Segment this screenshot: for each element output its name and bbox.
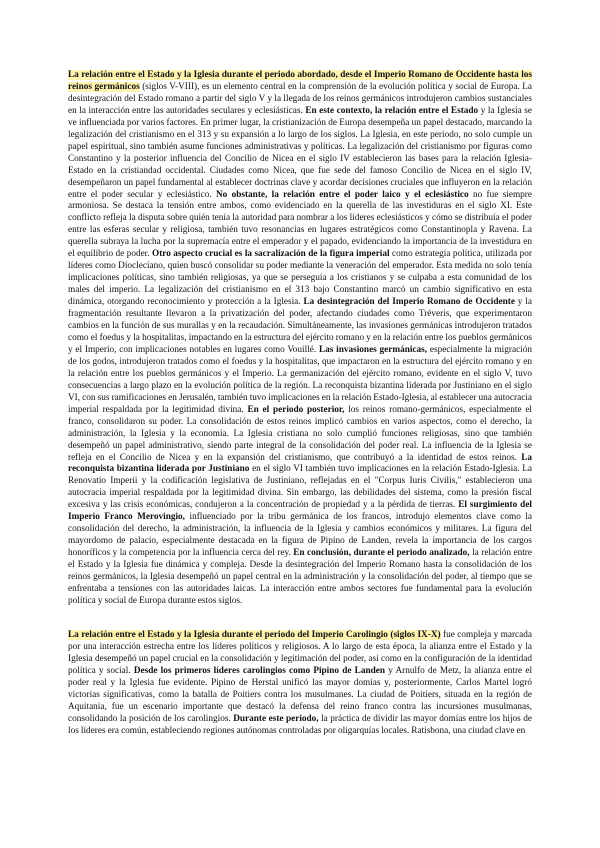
body-text: y la Iglesia se ve influenciada por varios factores. En primer lugar, la cristianización de Europa desempeña un papel destacado, marcando la legalización del cristianismo en el 313 y su expansión a lo largo de los siglos. La Iglesia, en este periodo, no solo cumple un papel espiritual, sino también asume funciones administrativas y políticas. La legalización del cristianismo por figuras como Constantino y la posterior influencia del Concilio de Nicea en el siglo IV establecieron las bases para la relación Iglesia-Estado en la cristiandad occidental. Ciudades como Nicea, que fue sede del famoso Concilio de Nicea en el siglo IV, desempeñaron un papel fundamental al establecer doctrinas clave y acordar decisiones cruciales que influyeron en la relación entre el poder secular y eclesiástico. <box>68 105 533 200</box>
bold-phrase: En el periodo posterior, <box>247 404 345 415</box>
body-text: la relación entre el Estado y la Iglesia fue dinámica y compleja. Desde la desintegración del Imperio Romano hasta la consolidación de los reinos germánicos, la Iglesia desempeñó un papel central en la administración y la consolidación del poder, al tiempo que se enfrentaba a tensiones con las autoridades laicas. La interacción entre ambos sectores fue fundamental para la evolución política y social de Europa durante estos siglos. <box>68 548 532 606</box>
section-heading: La relación entre el Estado y la Iglesia durante el periodo del Imperio Carolingio (siglos IX-X) <box>68 629 441 640</box>
body-text: y la fragmentación resultante llevaron a la privatización del poder, afectando ciudades como Tréveris, que experimentaron cambios en la función de sus murallas y en la recaudación. Simultáneamente, las invasiones germánicas introdujeron tratados como el foedus y la hospitalitas, impactando en la estructura del ejército romano y en la relación entre los pueblos germánicos y el Imperio, con implicaciones notables en lugares como Vouillé. <box>68 297 532 355</box>
bold-phrase: La desintegración del Imperio Romano de Occidente <box>303 297 515 308</box>
body-text: en el siglo VI también tuvo implicaciones en la relación Estado-Iglesia. La Renovatio Imperii y la codificación legislativa de Justiniano, reflejadas en el "Corpus Iuris Civilis," establecieron una autocracia imperial respaldada por la legitimidad divina. Sin embargo, las debilidades del sistema, como la presión fiscal excesiva y las crisis económicas, condujeron a la concentración de propiedad y a la pérdida de tierras. <box>68 464 532 511</box>
body-text: especialmente la migración de los godos, introdujeron tratados como el foedus y la hospitalitas, que impactaron en la estructura del ejército romano y en la relación entre los pueblos germánicos y el Imperio. La germanización del ejército romano, evidente en el siglo V, tuvo consecuencias a largo plazo en la evolución política de la región. La reconquista bizantina liderada por Justiniano en el siglo VI, con sus ramificaciones en Jerusalén, también tuvo implicaciones en la relación Estado-Iglesia, al establecer una autocracia imperial respaldada por la legitimidad divina. <box>68 344 532 415</box>
body-text: (siglos V-VIII), es un elemento central en la comprensión de la evolución política y social de Europa. La desintegración del Estado romano a partir del siglo V y la llegada de los reinos germánicos introdujeron cambios sustanciales en la interacción entre las autoridades seculares y eclesiásticas. <box>68 81 532 116</box>
bold-phrase: No obstante, la relación entre el poder laico y el eclesiástico <box>215 189 469 200</box>
section-heading: La relación entre el Estado y la Iglesia durante el periodo abordado, desde el Imperio Romano de Occidente hasta los reinos germánicos <box>68 70 532 92</box>
body-text: y Arnulfo de Metz, la alianza entre el poder real y la Iglesia fue evidente. Pipino de Herstal unificó las mayor domías y, posteriormente, Carlos Martel logró victorias significativas, como la batalla de Poitiers contra los musulmanes. La ciudad de Poitiers, situada en la región de Aquitania, fue un escenario importante que destacó la defensa del reino franco contra las incursiones musulmanas, consolidando la posición de los carolingios. <box>68 665 533 724</box>
bold-phrase: En conclusión, durante el periodo analizado, <box>293 548 470 559</box>
paragraph-merovingian-period <box>68 70 532 608</box>
body-text: no fue siempre armoniosa. Se destaca la tensión entre ambos, como evidenciado en la querella de las investiduras en el siglo XI. Este conflicto refleja la disputa sobre quién tenía la autoridad para nombrar a los líderes eclesiásticos y cómo se distribuía el poder entre las esferas secular y religiosa, también tuvo resonancias en lugares estratégicos como Constantinopla y Ravena. La querella subraya la lucha por la supremacía entre el emperador y el papado, evidenciando la importancia de la investidura en el equilibrio de poder. <box>68 189 532 260</box>
body-text: como estrategia política, utilizada por líderes como Diocleciano, quien buscó consolidar su poder mediante la veneración del emperador. Esta medida no solo tenía implicaciones políticas, sino también religiosas, ya que se perseguía a los cristianos y se culpaba a esta comunidad de los males del imperio. La legalización del cristianismo en el 313 bajo Constantino marcó un cambio significativo en esta dinámica, otorgando reconocimiento y protección a la Iglesia. <box>68 249 532 308</box>
body-text: la práctica de dividir las mayor domías entre los hijos de los líderes era común, estableciendo regiones autónomas controladas por oligarquías locales. Ratisbona, una ciudad clave en <box>68 713 532 736</box>
body-text: fue compleja y marcada por una interacción estrecha entre los líderes políticos y religiosos. A lo largo de esta época, la alianza entre el Estado y la Iglesia desempeñó un papel crucial en la consolidación y legitimación del poder, así como en la configuración de la identidad política y social. <box>68 629 532 676</box>
bold-phrase: La reconquista bizantina liderada por Justiniano <box>68 452 532 475</box>
bold-phrase: El surgimiento del Imperio Franco Merovingio, <box>68 500 533 523</box>
bold-phrase: Otro aspecto crucial es la sacralización de la figura imperial <box>152 249 390 260</box>
bold-phrase: Durante este periodo, <box>233 713 319 724</box>
body-text: los reinos romano-germánicos, especialmente el franco, consolidaron su poder. La consolidación de estos reinos implicó cambios en varios aspectos, como el derecho, la administración, la Iglesia y la economía. La Iglesia cristiana no solo cumplió funciones religiosas, sino que también desempeñó un papel administrativo, siendo parte integral de la consolidación del poder real. La influencia de la Iglesia se refleja en el Concilio de Nicea y en la expansión del cristianismo, que contribuyó a la identidad de estos reinos. <box>68 404 532 463</box>
paragraph-carolingian-period <box>68 630 532 738</box>
bold-phrase: Desde los primeros líderes carolingios como Pipino de Landen <box>133 665 385 676</box>
bold-phrase: En este contexto, la relación entre el Estado <box>305 105 479 116</box>
body-text: influenciado por la tribu germánica de los francos, introdujo elementos clave como la consolidación del derecho, la administración, la influencia de la Iglesia y cambios económicos y militares. La figura del mayordomo de palacio, especialmente destacada en la figura de Pipino de Landen, revela la importancia de los cargos honoríficos y la competencia por la influencia cerca del rey. <box>68 512 532 559</box>
bold-phrase: Las invasiones germánicas, <box>318 344 428 355</box>
